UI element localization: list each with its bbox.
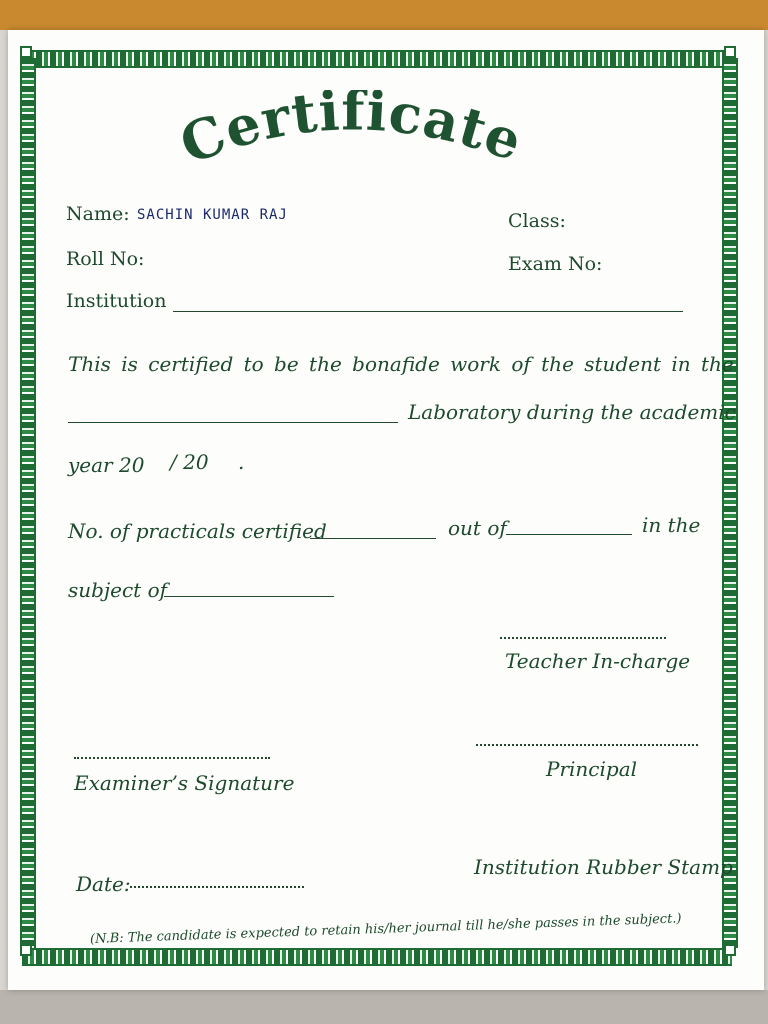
out-of-label: out of	[448, 516, 507, 540]
out-of-line	[506, 534, 632, 535]
principal-signature-line	[476, 744, 698, 746]
roll-label: Roll No:	[66, 248, 145, 270]
background-surface-bottom	[0, 990, 768, 1024]
border-corner	[20, 46, 32, 58]
decorative-border-left	[20, 58, 36, 948]
decorative-border-right	[722, 58, 738, 948]
date-label: Date:	[76, 872, 131, 896]
decorative-border-bottom	[22, 948, 732, 966]
teacher-in-charge-label: Teacher In-charge	[505, 649, 691, 673]
teacher-signature-line	[500, 637, 666, 639]
svg-text:Certificate	[180, 90, 531, 177]
institution-line	[173, 311, 683, 312]
examiner-signature-label: Examiner’s Signature	[74, 771, 295, 795]
border-corner	[724, 46, 736, 58]
border-corner	[20, 944, 32, 956]
certificate-title-text: ertificate	[217, 90, 532, 174]
year-mid: / 20	[170, 450, 209, 474]
class-label: Class:	[508, 210, 566, 232]
subject-line	[164, 596, 334, 597]
year-end: .	[238, 450, 245, 474]
laboratory-line	[68, 422, 398, 423]
in-the-label: in the	[642, 513, 701, 537]
institution-label: Institution	[66, 290, 167, 312]
name-value: SACHIN KUMAR RAJ	[137, 207, 288, 223]
rubber-stamp-label: Institution Rubber Stamp	[474, 855, 733, 879]
examiner-signature-line	[74, 757, 270, 759]
body-line-2: Laboratory during the academic	[408, 400, 736, 424]
border-corner	[724, 944, 736, 956]
year-prefix: year 20	[68, 453, 145, 477]
body-line-1: This is certified to be the bonafide work of the student in the	[68, 352, 734, 376]
certificate-title	[180, 90, 580, 200]
background-surface-top	[0, 0, 768, 30]
decorative-border-top	[22, 50, 732, 68]
date-line	[130, 886, 304, 888]
name-label: Name:	[66, 203, 130, 225]
subject-of-label: subject of	[68, 578, 168, 602]
nb-note: (N.B: The candidate is expected to retain his/her journal till he/she passes in the subject.)	[89, 911, 682, 947]
practicals-label: No. of practicals certified	[68, 519, 327, 543]
principal-label: Principal	[546, 757, 638, 781]
practicals-line	[310, 538, 436, 539]
exam-label: Exam No:	[508, 253, 603, 275]
